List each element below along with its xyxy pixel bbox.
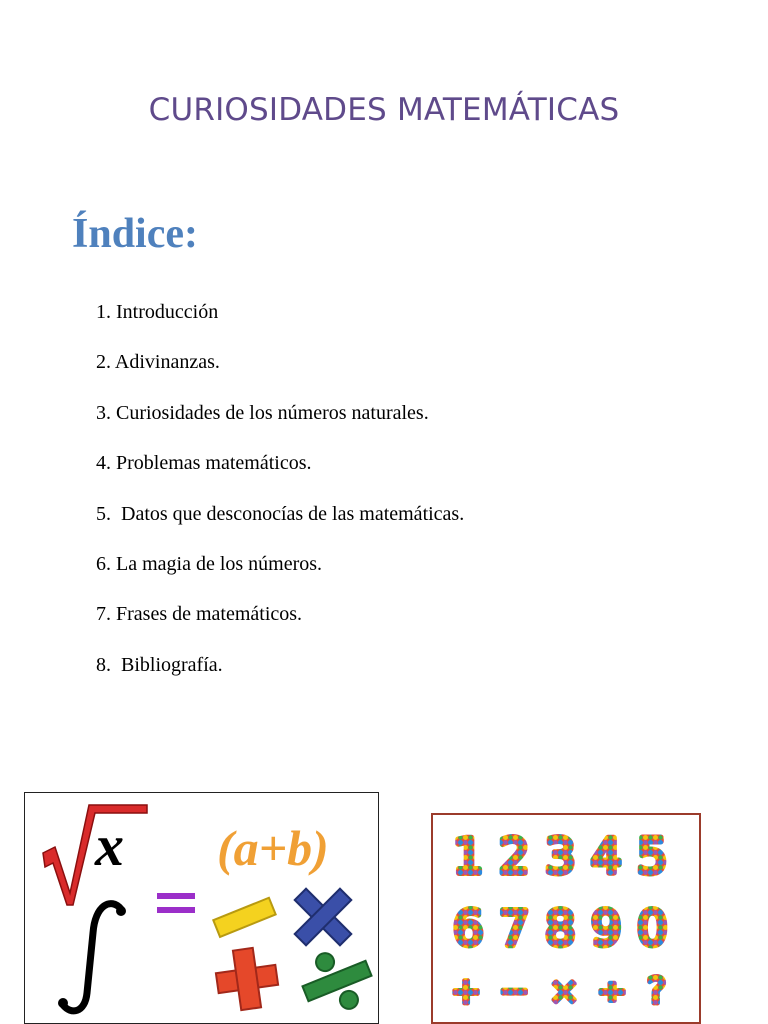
- numbers-row-1-digit: 3: [545, 829, 576, 885]
- numbers-row-2-digit: 0: [637, 901, 668, 957]
- numbers-row-2-digit: 6: [453, 901, 484, 957]
- index-heading: Índice:: [72, 211, 198, 257]
- plus-icon: [213, 945, 281, 1013]
- numbers-row-3-symbol: +: [451, 971, 482, 1012]
- document-title: CURIOSIDADES MATEMÁTICAS: [148, 92, 620, 128]
- integral-bottom-dot: [58, 998, 68, 1008]
- numbers-row-2-digit: 8: [545, 901, 576, 957]
- toc-item: 5. Datos que desconocías de las matemáticas.: [96, 502, 465, 525]
- toc-item: 8. Bibliografía.: [96, 653, 223, 676]
- toc-item: 7. Frases de matemáticos.: [96, 603, 303, 626]
- numbers-row-1-digit: 4: [591, 829, 622, 885]
- toc-item: 4. Problemas matemáticos.: [96, 452, 312, 475]
- divide-icon: [294, 940, 378, 1023]
- a-plus-b-text: (a+b): [217, 820, 329, 876]
- bead-numbers-icon: [433, 815, 699, 1022]
- numbers-row-1-digit: 1: [453, 829, 484, 885]
- toc-item: 2. Adivinanzas.: [96, 351, 220, 374]
- multiply-icon: [278, 872, 369, 963]
- numbers-row-3-symbol: ÷: [597, 971, 628, 1012]
- numbers-row-3-symbol: ×: [549, 971, 580, 1012]
- minus-icon: [213, 898, 275, 937]
- toc-item: 3. Curiosidades de los números naturales.: [96, 401, 429, 424]
- numbers-row-3-symbol: ?: [647, 971, 667, 1012]
- variable-x-text: x: [95, 813, 124, 878]
- numbers-row-3-symbol: −: [499, 971, 530, 1012]
- math-symbols-image: [24, 792, 379, 1024]
- equals-top-bar: [157, 893, 195, 899]
- integral-icon: [63, 904, 121, 1011]
- equals-bottom-bar: [157, 907, 195, 913]
- numbers-row-2-digit: 9: [591, 901, 622, 957]
- colored-numbers-image: [431, 813, 701, 1024]
- integral-top-dot: [116, 906, 126, 916]
- toc-item: 1. Introducción: [96, 301, 219, 323]
- numbers-row-2-digit: 7: [499, 901, 530, 957]
- math-symbols-icon: [25, 793, 378, 1023]
- toc-item: 6. La magia de los números.: [96, 553, 323, 576]
- numbers-row-1-digit: 2: [499, 829, 530, 885]
- numbers-row-1-digit: 5: [637, 829, 668, 885]
- table-of-contents: [96, 287, 464, 690]
